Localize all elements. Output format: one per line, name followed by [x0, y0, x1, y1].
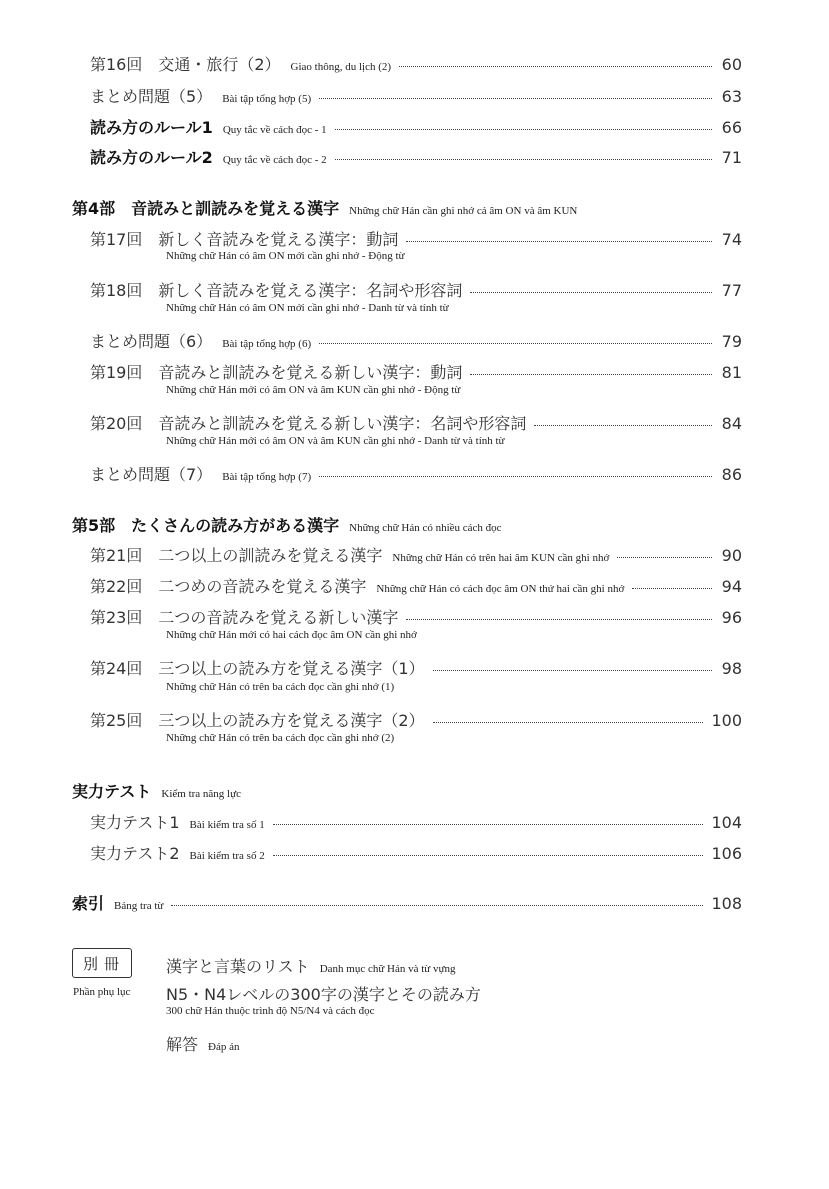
leader-dots	[470, 292, 712, 293]
part-title: 第4部 音読みと訓読みを覚える漢字	[72, 199, 340, 218]
leader-dots	[617, 557, 712, 558]
part-vi: Những chữ Hán có nhiều cách đọc	[349, 522, 502, 534]
page-number: 81	[721, 363, 742, 382]
entry-title: まとめ問題（7）	[90, 465, 213, 484]
entry-title: 読み方のルール2	[90, 148, 213, 167]
entry-title: 第16回 交通・旅行（2）	[90, 55, 281, 74]
entry-title: まとめ問題（5）	[90, 87, 213, 106]
leader-dots	[433, 670, 712, 671]
toc-entry-rule-2[interactable]	[90, 145, 742, 168]
toc-entry-matome-7[interactable]	[90, 462, 742, 485]
entry-vi: Bài kiểm tra số 2	[189, 850, 265, 862]
toc-entry-test-2[interactable]	[90, 841, 742, 864]
appendix-line-1[interactable]	[166, 954, 456, 977]
entry-title: 実力テスト2	[90, 844, 180, 863]
page-number: 71	[721, 148, 742, 167]
page-number: 74	[721, 230, 742, 249]
toc-entry-19[interactable]	[90, 360, 742, 383]
entry-title: 第20回 音読みと訓読みを覚える新しい漢字：名詞や形容詞	[90, 414, 527, 433]
leader-dots	[632, 588, 712, 589]
entry-title: 第25回 三つ以上の読み方を覚える漢字（2）	[90, 711, 425, 730]
entry-subtitle: Những chữ Hán mới có âm ON và âm KUN cần ghi nhớ - Danh từ và tính từ	[166, 435, 505, 447]
entry-title: 第17回 新しく音読みを覚える漢字：動詞	[90, 230, 399, 249]
entry-subtitle: Những chữ Hán có âm ON mới cần ghi nhớ - Danh từ và tính từ	[166, 302, 449, 314]
leader-dots	[335, 159, 712, 160]
toc-entry-20[interactable]	[90, 411, 742, 434]
entry-subtitle: Những chữ Hán mới có hai cách đọc âm ON cần ghi nhớ	[166, 629, 417, 641]
section-vi: Kiểm tra năng lực	[161, 788, 241, 800]
page-number: 94	[721, 577, 742, 596]
entry-subtitle: Những chữ Hán có trên ba cách đọc cần ghi nhớ (1)	[166, 681, 395, 693]
appendix-line-3-vi: Đáp án	[208, 1041, 240, 1053]
page-number: 79	[721, 332, 742, 351]
jitsuryoku-heading	[72, 779, 241, 802]
page-number: 84	[721, 414, 742, 433]
leader-dots	[335, 129, 712, 130]
page-number: 96	[721, 608, 742, 627]
entry-title: 第22回 二つめの音読みを覚える漢字	[90, 577, 367, 596]
appendix-caption: Phần phụ lục	[73, 986, 131, 998]
toc-entry-25[interactable]	[90, 708, 742, 731]
entry-subtitle: Những chữ Hán có trên ba cách đọc cần ghi nhớ (2)	[166, 732, 395, 744]
page-number: 100	[711, 711, 742, 730]
toc-entry-24[interactable]	[90, 656, 742, 679]
appendix-line-3-jp: 解答	[166, 1035, 199, 1054]
section-title: 実力テスト	[72, 782, 152, 801]
leader-dots	[319, 343, 712, 344]
entry-subtitle: Những chữ Hán mới có âm ON và âm KUN cần ghi nhớ - Động từ	[166, 384, 461, 396]
entry-vi: Bài tập tổng hợp (6)	[222, 338, 312, 350]
entry-title: 第19回 音読みと訓読みを覚える新しい漢字：動詞	[90, 363, 463, 382]
toc-entry-matome-6[interactable]	[90, 329, 742, 352]
toc-entry-17[interactable]	[90, 227, 742, 250]
page-number: 86	[721, 465, 742, 484]
page-number: 66	[721, 118, 742, 137]
page-number: 108	[711, 894, 742, 913]
leader-dots	[534, 425, 712, 426]
entry-title: 実力テスト1	[90, 813, 180, 832]
appendix-line-2-jp: N5・N4レベルの300字の漢字とその読み方	[166, 985, 481, 1004]
toc-entry-16[interactable]	[90, 52, 742, 75]
page-number: 104	[711, 813, 742, 832]
entry-title: 読み方のルール1	[90, 118, 213, 137]
toc-entry-test-1[interactable]	[90, 810, 742, 833]
part-5-heading	[72, 513, 502, 536]
leader-dots	[171, 905, 703, 906]
leader-dots	[273, 855, 704, 856]
page-number: 106	[711, 844, 742, 863]
entry-vi: Bài tập tổng hợp (5)	[222, 93, 312, 105]
appendix-line-3[interactable]	[166, 1032, 239, 1055]
entry-title: 第21回 二つ以上の訓読みを覚える漢字	[90, 546, 383, 565]
toc-entry-18[interactable]	[90, 278, 742, 301]
entry-title: 第18回 新しく音読みを覚える漢字：名詞や形容詞	[90, 281, 463, 300]
leader-dots	[399, 66, 712, 67]
entry-vi: Quy tắc về cách đọc - 2	[222, 154, 327, 166]
leader-dots	[406, 241, 712, 242]
entry-vi: Giao thông, du lịch (2)	[290, 61, 392, 73]
entry-vi: Bài tập tổng hợp (7)	[222, 471, 312, 483]
toc-entry-index[interactable]	[72, 891, 742, 914]
page-number: 63	[721, 87, 742, 106]
index-vi: Bảng tra từ	[114, 900, 164, 912]
toc-entry-23[interactable]	[90, 605, 742, 628]
appendix-line-2-vi: 300 chữ Hán thuộc trình độ N5/N4 và cách đọc	[166, 1005, 375, 1017]
toc-entry-rule-1[interactable]	[90, 115, 742, 138]
toc-entry-21[interactable]	[90, 543, 742, 566]
entry-vi: Bài kiểm tra số 1	[189, 819, 265, 831]
appendix-box-label: 別冊	[72, 948, 132, 978]
leader-dots	[433, 722, 704, 723]
page-number: 90	[721, 546, 742, 565]
entry-title: 第23回 二つの音読みを覚える新しい漢字	[90, 608, 399, 627]
appendix-line-2[interactable]	[166, 982, 481, 1005]
index-title: 索引	[72, 894, 105, 913]
entry-title: 第24回 三つ以上の読み方を覚える漢字（1）	[90, 659, 425, 678]
entry-vi: Những chữ Hán có trên hai âm KUN cần ghi nhớ	[392, 552, 610, 564]
appendix-line-1-jp: 漢字と言葉のリスト	[166, 957, 310, 976]
entry-vi: Những chữ Hán có cách đọc âm ON thứ hai cần ghi nhớ	[376, 583, 625, 595]
leader-dots	[319, 476, 712, 477]
part-vi: Những chữ Hán cần ghi nhớ cả âm ON và âm KUN	[349, 205, 578, 217]
part-4-heading	[72, 196, 577, 219]
page-number: 98	[721, 659, 742, 678]
leader-dots	[406, 619, 712, 620]
entry-subtitle: Những chữ Hán có âm ON mới cần ghi nhớ - Động từ	[166, 250, 405, 262]
page-number: 60	[721, 55, 742, 74]
entry-vi: Quy tắc về cách đọc - 1	[222, 124, 327, 136]
appendix-line-1-vi: Danh mục chữ Hán và từ vựng	[319, 963, 456, 975]
toc-entry-22[interactable]	[90, 574, 742, 597]
leader-dots	[273, 824, 704, 825]
part-title: 第5部 たくさんの読み方がある漢字	[72, 516, 340, 535]
entry-title: まとめ問題（6）	[90, 332, 213, 351]
leader-dots	[470, 374, 712, 375]
leader-dots	[319, 98, 712, 99]
page-number: 77	[721, 281, 742, 300]
toc-entry-matome-5[interactable]	[90, 84, 742, 107]
